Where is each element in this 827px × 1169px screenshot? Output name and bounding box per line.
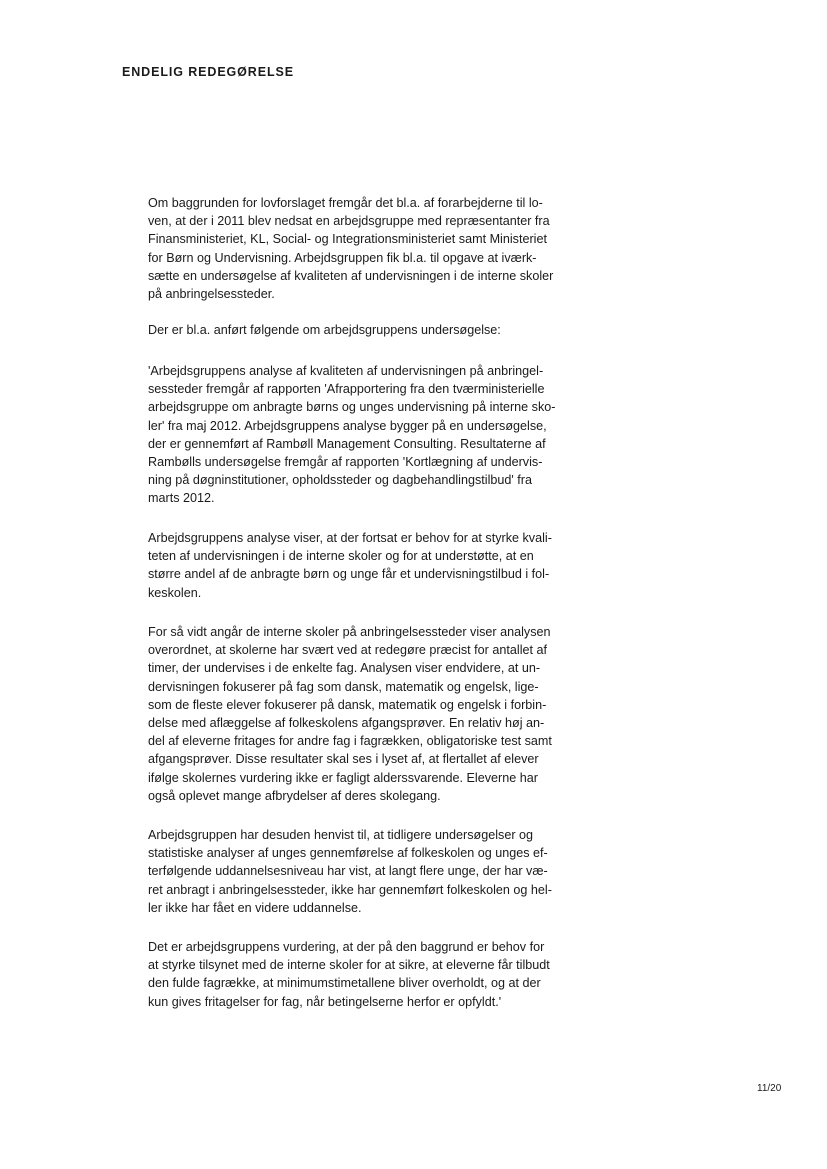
text-line: Arbejdsgruppen har desuden henvist til, at tidligere undersøgelser og [148,828,534,842]
text-line: for Børn og Undervisning. Arbejdsgruppen fik bl.a. til opgave at iværk- [148,250,537,265]
page-header-title: ENDELIG REDEGØRELSE [122,65,294,79]
text-line: Der er bl.a. anført følgende om arbejdsgruppens undersøgelse: [148,323,501,337]
text-line: at styrke tilsynet med de interne skoler for at sikre, at eleverne får tilbudt [148,958,550,973]
text-line: Arbejdsgruppens analyse viser, at der fortsat er behov for at styrke kvali- [148,531,552,545]
text-line: del af eleverne fritages for andre fag i fagrækken, obligatoriske test samt [148,734,552,749]
text-line: sætte en undersøgelse af kvaliteten af undervisningen i de interne skoler [148,268,554,283]
paragraph-7 [148,938,588,1011]
text-line: keskolen. [148,585,202,600]
paragraph-2 [148,321,588,339]
paragraph-6 [148,826,588,917]
text-line: ret anbragt i anbringelsessteder, ikke har gennemført folkeskolen og hel- [148,882,552,897]
text-line: den fulde fagrække, at minimumstimetallene bliver overholdt, og at der [148,976,541,991]
paragraph-3-quote [148,362,588,508]
text-line: ven, at der i 2011 blev nedsat en arbejdsgruppe med repræsentanter fra [148,214,550,229]
text-line: terfølgende uddannelsesniveau har vist, at langt flere unge, der har væ- [148,864,548,879]
text-line: 'Arbejdsgruppens analyse af kvaliteten af undervisningen på anbringel- [148,364,544,378]
page-number: 11/20 [757,1083,782,1094]
text-line: ler ikke har fået en videre uddannelse. [148,900,362,915]
text-line: statistiske analyser af unges gennemførelse af folkeskolen og unges ef- [148,846,548,861]
paragraph-1 [148,194,588,303]
text-line: som de fleste elever fokuserer på dansk, matematik og engelsk i forbin- [148,697,547,712]
text-line: arbejdsgruppe om anbragte børns og unges undervisning på interne sko- [148,400,556,415]
text-line: marts 2012. [148,491,215,506]
text-line: overordnet, at skolerne har svært ved at redegøre præcist for antallet af [148,643,547,658]
text-line: større andel af de anbragte børn og unge får et undervisningstilbud i fol- [148,567,550,582]
text-line: afgangsprøver. Disse resultater skal ses i lyset af, at flertallet af elever [148,752,539,767]
text-line: der er gennemført af Rambøll Management Consulting. Resultaterne af [148,436,546,451]
text-line: på anbringelsessteder. [148,287,275,302]
paragraph-4 [148,529,588,602]
text-line: ler' fra maj 2012. Arbejdsgruppens analyse bygger på en undersøgelse, [148,418,547,433]
text-line: teten af undervisningen i de interne skoler og for at understøtte, at en [148,549,534,564]
text-line: Finansministeriet, KL, Social- og Integrationsministeriet samt Ministeriet [148,232,547,247]
text-line: Rambølls undersøgelse fremgår af rapporten 'Kortlægning af undervis- [148,455,543,470]
text-line: kun gives fritagelser for fag, når betingelserne herfor er opfyldt.' [148,994,502,1009]
text-line: ifølge skolernes vurdering ikke er fagligt alderssvarende. Eleverne har [148,770,538,785]
text-line: sessteder fremgår af rapporten 'Afrapportering fra den tværministerielle [148,382,545,397]
text-line: dervisningen fokuserer på fag som dansk, matematik og engelsk, lige- [148,679,539,694]
text-line: Det er arbejdsgruppens vurdering, at der på den baggrund er behov for [148,940,545,954]
text-line: For så vidt angår de interne skoler på anbringelsessteder viser analysen [148,625,551,639]
text-line: delse med aflæggelse af folkeskolens afgangsprøver. En relativ høj an- [148,716,545,731]
text-line: ning på døgninstitutioner, opholdssteder og dagbehandlingstilbud' fra [148,473,532,488]
paragraph-5 [148,623,588,805]
text-line: Om baggrunden for lovforslaget fremgår det bl.a. af forarbejderne til lo- [148,196,543,210]
text-line: timer, der undervises i de enkelte fag. Analysen viser endvidere, at un- [148,661,541,676]
text-line: også oplevet mange afbrydelser af deres skolegang. [148,788,441,803]
